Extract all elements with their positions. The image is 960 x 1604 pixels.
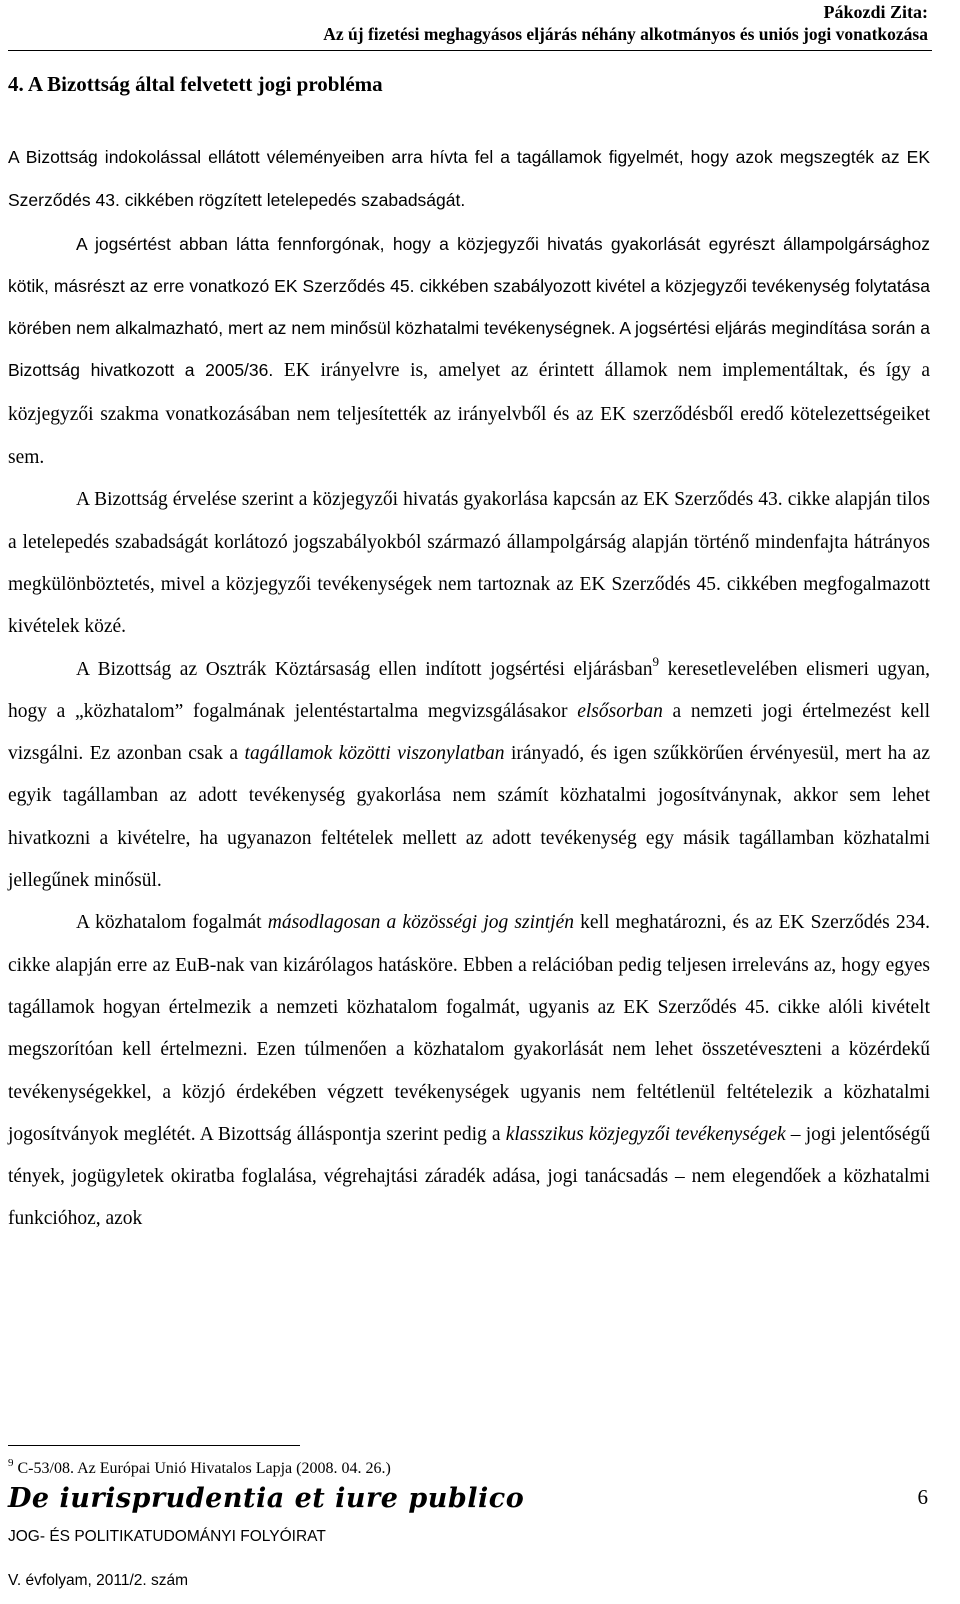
- paragraph-4-emphasis-2: klasszikus közjegyzői tevékenységek: [505, 1123, 786, 1145]
- journal-name: JOG- ÉS POLITIKATUDOMÁNYI FOLYÓIRAT: [8, 1528, 326, 1545]
- paragraph-3-text-a: A Bizottság az Osztrák Köztársaság ellen indított jogsértési eljárásban: [76, 658, 653, 680]
- paragraph-3-emphasis-2: tagállamok közötti viszonylatban: [244, 743, 505, 765]
- header-rule: [8, 50, 932, 51]
- paragraph-3-emphasis-1: elsősorban: [577, 700, 663, 722]
- footnote-text: C-53/08. Az Európai Unió Hivatalos Lapja (2008. 04. 26.): [17, 1460, 391, 1477]
- paragraph-1: [8, 136, 930, 479]
- body-text: [8, 136, 930, 1241]
- journal-script-logo: De iurisprudentia et iure publico: [8, 1483, 525, 1514]
- footnote: [8, 1457, 391, 1478]
- paragraph-4: [8, 902, 930, 1240]
- paragraph-4-text-c: – jogi jelentőségű tények, jogügyletek okiratba foglalása, végrehajtási záradék adása, jogi tanácsadás – nem elegendőek a közhatalmi funkcióhoz, azok: [8, 1123, 930, 1230]
- paragraph-3-text-d: irányadó, és igen szűkkörűen érvényesül, mert ha az egyik tagállamban az adott tevékenység gyakorlása nem számít közhatalmi jogosítványnak, akkor sem lehet hivatkozni a kivételre, ha ugyanazon feltételek mellett az adott tevékenység egy másik tagállamban közhatalmi jellegűnek minősül.: [8, 743, 930, 892]
- paragraph-1-sentence-1: A Bizottság indokolással ellátott véleményeiben arra hívta fel a tagállamok figyelmét, hogy azok megszegték az EK Szerződés 43. cikkében rögzített letelepedés szabadságát.: [8, 147, 930, 211]
- paragraph-1-sentence-2: [8, 223, 930, 480]
- footnote-number: 9: [8, 1457, 14, 1469]
- section-title: 4. A Bizottság által felvetett jogi probléma: [8, 72, 383, 96]
- paragraph-4-emphasis-1: másodlagosan a közösségi jog szintjén: [267, 912, 574, 934]
- header-author: Pákozdi Zita:: [823, 2, 928, 22]
- paragraph-2: A Bizottság érvelése szerint a közjegyzői hivatás gyakorlása kapcsán az EK Szerződés 43. cikke alapján tilos a letelepedés szabadságát korlátozó jogszabályokból származó állampolgárság alapján történő mindenfajta hátrányos megkülönböztetés, mivel a közjegyzői tevékenységek nem tartoznak az EK Szerződés 45. cikkében megfogalmazott kivételek közé.: [8, 489, 930, 638]
- header-title: Az új fizetési meghagyásos eljárás néhány alkotmányos és uniós jogi vonatkozása: [323, 24, 928, 44]
- paragraph-4-text-b: kell meghatározni, és az EK Szerződés 234. cikke alapján erre az EuB-nak van kizárólagos hatásköre. Ebben a relációban pedig teljesen irreleváns az, hogy egyes tagállamok hogyan értelmezik a nemzeti közhatalom fogalmát, ugyanis az EK Szerződés 45. cikke alóli kivételt megszorítóan kell értelmezni. Ezen túlmenően a közhatalom gyakorlását nem lehet összetéveszteni a közérdekű tevékenységekkel, a közjó érdekében végzett tevékenységek ugyanis nem feltétlenül feltételezik a közhatalmi jogosítványok meglétét. A Bizottság álláspontja szerint pedig a: [8, 912, 930, 1145]
- footnote-reference[interactable]: 9: [652, 653, 660, 669]
- journal-issue: V. évfolyam, 2011/2. szám: [8, 1572, 189, 1589]
- paragraph-3-text-c: a nemzeti jogi értelmezést kell vizsgálni. Ez azonban csak a: [8, 700, 930, 765]
- running-header: [0, 0, 960, 60]
- paragraph-4-text-a: A közhatalom fogalmát: [76, 912, 268, 934]
- paragraph-3-text-b: keresetlevelében elismeri ugyan, hogy a „közhatalom” fogalmának jelentéstartalma megvizsgálásakor: [8, 658, 931, 722]
- paragraph-1-text-c: EK irányelvre is, amelyet az érintett államok nem implementáltak, és így a közjegyzői szakma vonatkozásában nem teljesítették az irányelvből és az EK szerződésből eredő kötelezettségeiket sem.: [8, 360, 930, 469]
- page-number: 6: [917, 1485, 928, 1509]
- paragraph-1-text-b: A jogsértést abban látta fennforgónak, hogy a közjegyzői hivatás gyakorlását egyrészt állampolgársághoz kötik, másrészt az erre vonatkozó EK Szerződés 45. cikkében szabályozott kivétel a közjegyzői tevékenység folytatása körében nem alkalmazható, mert az nem minősül közhatalmi tevékenységnek. A jogsértési eljárás megindítása során a Bizottság hivatkozott a 2005/36.: [8, 233, 930, 381]
- paragraph-3: [8, 649, 930, 903]
- footnote-rule: [8, 1445, 300, 1446]
